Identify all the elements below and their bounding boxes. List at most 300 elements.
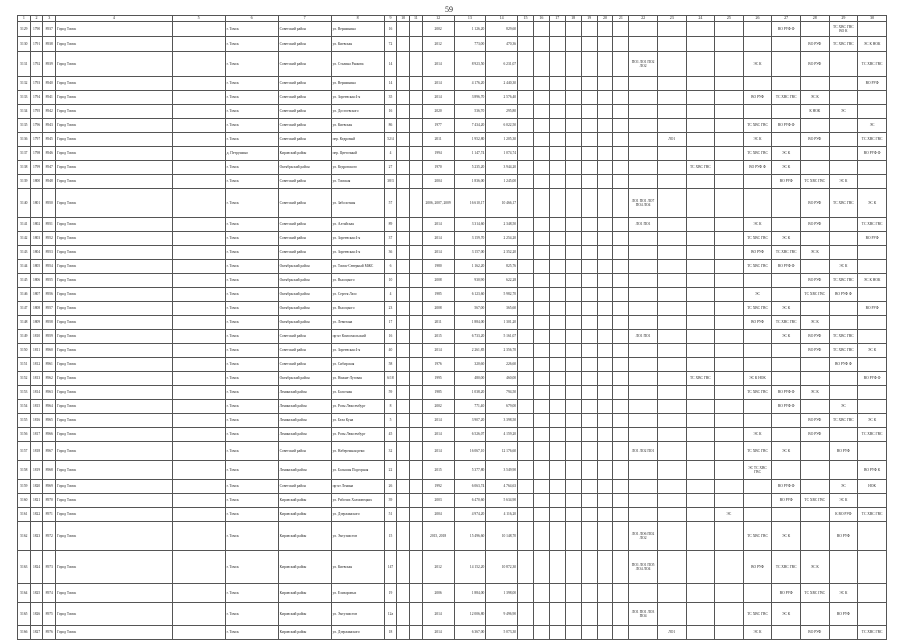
district-name: Советский район (278, 37, 331, 52)
works-code-cell (657, 37, 686, 52)
city-name: г. Томск (225, 189, 278, 218)
works-code-cell (657, 400, 686, 414)
record-number: 5131 (18, 52, 31, 77)
empty-cell (397, 161, 410, 175)
district-name: Советский район (278, 22, 331, 37)
municipality: Город Томск (56, 414, 173, 428)
works-code-cell (743, 508, 772, 522)
empty-cell (549, 400, 565, 414)
works-code-cell: ВО РУФ Ф (858, 372, 887, 386)
empty-cell (410, 119, 423, 133)
living-area: 5 634,90 (486, 494, 518, 508)
empty-cell (518, 551, 534, 584)
table-row (18, 288, 887, 302)
empty-cell (565, 372, 581, 386)
empty-cell (397, 428, 410, 442)
empty-cell (549, 52, 565, 77)
empty-cell (518, 626, 534, 640)
empty-cell (613, 218, 629, 232)
street-name: пер. Кедровый (331, 133, 384, 147)
empty-cell (565, 414, 581, 428)
build-year: 1992 (422, 480, 454, 494)
district-name: Ленинский район (278, 428, 331, 442)
record-id: 1820 (30, 480, 43, 494)
works-code-cell (629, 288, 658, 302)
table-row (18, 52, 887, 77)
empty-cell (397, 584, 410, 603)
empty-cell (533, 218, 549, 232)
works-code-cell: ВО РУФ Ф (829, 358, 858, 372)
works-code-cell (858, 105, 887, 119)
works-code-cell (829, 161, 858, 175)
empty-cell (533, 274, 549, 288)
record-code: 8948 (43, 175, 56, 189)
house-number: 27 (384, 161, 397, 175)
empty-cell (613, 400, 629, 414)
empty-cell (172, 603, 225, 626)
works-code-cell: ТС ХВС ГВС (800, 494, 829, 508)
empty-cell (549, 508, 565, 522)
works-code-cell: ЭС К (800, 91, 829, 105)
works-code-cell (686, 330, 715, 344)
works-code-cell (657, 330, 686, 344)
empty-cell (613, 386, 629, 400)
municipality: Город Томск (56, 133, 173, 147)
record-number: 5139 (18, 175, 31, 189)
record-code: 8963 (43, 386, 56, 400)
record-code: 8964 (43, 400, 56, 414)
build-year: 2014 (422, 77, 454, 91)
total-area: 3 159,70 (454, 232, 486, 246)
street-name: ул. Алтайская (331, 218, 384, 232)
municipality: Город Томск (56, 22, 173, 37)
record-code: 8957 (43, 302, 56, 316)
empty-cell (172, 584, 225, 603)
house-number: 35 (384, 91, 397, 105)
works-code-cell: ТС ХВС ГВС (686, 372, 715, 386)
empty-cell (410, 316, 423, 330)
empty-cell (581, 302, 597, 316)
table-row (18, 461, 887, 480)
empty-cell (565, 316, 581, 330)
city-name: г. Томск (225, 302, 278, 316)
municipality: Город Томск (56, 274, 173, 288)
works-code-cell (657, 344, 686, 358)
city-name: г. Томск (225, 246, 278, 260)
works-code-cell (858, 522, 887, 551)
house-number: 8 (384, 400, 397, 414)
empty-cell (581, 584, 597, 603)
table-row (18, 372, 887, 386)
works-code-cell (858, 316, 887, 330)
empty-cell (581, 480, 597, 494)
total-area: 1 147,74 (454, 147, 486, 161)
total-area: 3 157,00 (454, 246, 486, 260)
living-area: 295,80 (486, 105, 518, 119)
works-code-cell (657, 480, 686, 494)
build-year: 2014 (422, 603, 454, 626)
record-id: 1817 (30, 428, 43, 442)
street-name: пр-кт Ленина (331, 480, 384, 494)
empty-cell (533, 316, 549, 330)
empty-cell (533, 260, 549, 274)
empty-cell (397, 105, 410, 119)
total-area: 7 434,20 (454, 119, 486, 133)
works-code-cell (629, 119, 658, 133)
works-code-cell: ТС ХВС ГВС ВО К (829, 22, 858, 37)
empty-cell (397, 522, 410, 551)
record-code: 8951 (43, 218, 56, 232)
works-code-cell: ЭС К (772, 603, 801, 626)
empty-cell (533, 37, 549, 52)
works-code-cell (686, 52, 715, 77)
empty-cell (613, 260, 629, 274)
works-code-cell (772, 428, 801, 442)
living-area: 1 301,20 (486, 316, 518, 330)
empty-cell (597, 232, 613, 246)
municipality: Город Томск (56, 494, 173, 508)
works-code-cell (772, 52, 801, 77)
total-area: 773,00 (454, 37, 486, 52)
works-code-cell (829, 626, 858, 640)
municipality: Город Томск (56, 358, 173, 372)
works-code-cell (829, 119, 858, 133)
city-name: г. Томск (225, 77, 278, 91)
works-code-cell: ВО РУФ Ф (772, 119, 801, 133)
works-code-cell: ТС ХВС ГВС (772, 91, 801, 105)
works-code-cell: ЭС К (858, 344, 887, 358)
city-name: г. Томск (225, 603, 278, 626)
empty-cell (613, 358, 629, 372)
works-code-cell (629, 400, 658, 414)
works-code-cell (829, 428, 858, 442)
works-code-cell: ТС ХВС ГВС (829, 37, 858, 52)
build-year: 2014 (422, 428, 454, 442)
works-code-cell (772, 218, 801, 232)
empty-cell (533, 91, 549, 105)
empty-cell (410, 522, 423, 551)
district-name: Октябрьский район (278, 161, 331, 175)
works-code-cell: ТС ХВС ГВС (858, 626, 887, 640)
empty-cell (597, 218, 613, 232)
municipality: Город Томск (56, 77, 173, 91)
empty-cell (613, 442, 629, 461)
works-code-cell: ЛО1 ЛО6 ПО2 ЛО2 (629, 522, 658, 551)
empty-cell (518, 133, 534, 147)
empty-cell (518, 414, 534, 428)
works-code-cell: ЭС К (800, 551, 829, 584)
record-id: 1819 (30, 461, 43, 480)
empty-cell (549, 386, 565, 400)
house-number: 17 (384, 316, 397, 330)
empty-cell (397, 175, 410, 189)
empty-cell (172, 330, 225, 344)
works-code-cell (800, 260, 829, 274)
municipality: Город Томск (56, 551, 173, 584)
empty-cell (581, 133, 597, 147)
works-code-cell: ЛО1 (657, 626, 686, 640)
empty-cell (397, 400, 410, 414)
record-id: 1790 (30, 22, 43, 37)
empty-cell (581, 494, 597, 508)
record-code: 8956 (43, 288, 56, 302)
empty-cell (565, 461, 581, 480)
works-code-cell (686, 133, 715, 147)
works-code-cell (629, 260, 658, 274)
record-code: 8952 (43, 232, 56, 246)
empty-cell (172, 161, 225, 175)
record-code: 8968 (43, 461, 56, 480)
empty-cell (172, 414, 225, 428)
works-code-cell: ВО РУФ Ф (772, 386, 801, 400)
empty-cell (613, 91, 629, 105)
city-name: г. Томск (225, 22, 278, 37)
works-code-cell: ТС ХВС ГВС (772, 316, 801, 330)
empty-cell (613, 551, 629, 584)
record-number: 5151 (18, 358, 31, 372)
works-code-cell (743, 344, 772, 358)
empty-cell (597, 344, 613, 358)
total-area: 536,70 (454, 105, 486, 119)
record-id: 1825 (30, 584, 43, 603)
municipality: Город Томск (56, 119, 173, 133)
empty-cell (172, 52, 225, 77)
build-year: 2014 (422, 626, 454, 640)
municipality: Город Томск (56, 344, 173, 358)
works-code-cell (629, 358, 658, 372)
record-number: 5133 (18, 91, 31, 105)
record-code: 8953 (43, 246, 56, 260)
works-code-cell (715, 22, 744, 37)
works-code-cell: ТС ХВС ГВС (743, 119, 772, 133)
record-id: 1795 (30, 105, 43, 119)
works-code-cell: ВО РУФ Ф (772, 400, 801, 414)
works-code-cell (829, 551, 858, 584)
works-code-cell (772, 189, 801, 218)
empty-cell (533, 400, 549, 414)
municipality: Город Томск (56, 91, 173, 105)
empty-cell (565, 302, 581, 316)
works-code-cell (657, 442, 686, 461)
record-number: 5149 (18, 330, 31, 344)
empty-cell (397, 603, 410, 626)
works-code-cell (743, 37, 772, 52)
record-number: 5130 (18, 37, 31, 52)
works-code-cell (829, 52, 858, 77)
build-year: 2014 (422, 442, 454, 461)
empty-cell (397, 147, 410, 161)
empty-cell (397, 386, 410, 400)
street-name: ул. Киевская (331, 119, 384, 133)
works-code-cell (657, 161, 686, 175)
table-row (18, 330, 887, 344)
living-area: 9 496,90 (486, 603, 518, 626)
works-code-cell: ЛО1 (657, 133, 686, 147)
record-id: 1801 (30, 189, 43, 218)
column-number: 29 (829, 16, 858, 22)
record-code: 8941 (43, 91, 56, 105)
empty-cell (565, 522, 581, 551)
empty-cell (172, 428, 225, 442)
record-number: 5154 (18, 400, 31, 414)
empty-cell (172, 400, 225, 414)
table-row (18, 494, 887, 508)
table-row (18, 480, 887, 494)
works-code-cell: ТС ХВС ГВС (800, 288, 829, 302)
record-number: 5137 (18, 147, 31, 161)
works-code-cell (629, 386, 658, 400)
empty-cell (397, 288, 410, 302)
works-code-cell (657, 147, 686, 161)
municipality: Город Томск (56, 316, 173, 330)
table-row (18, 274, 887, 288)
page-number: 59 (445, 5, 453, 14)
district-name: Советский район (278, 232, 331, 246)
empty-cell (613, 584, 629, 603)
district-name: Октябрьский район (278, 316, 331, 330)
street-name: ул. Сергея Лазо (331, 288, 384, 302)
record-code: 8940 (43, 77, 56, 91)
works-code-cell (686, 494, 715, 508)
works-code-cell (715, 133, 744, 147)
works-code-cell: ВО РУФ (858, 77, 887, 91)
empty-cell (549, 91, 565, 105)
empty-cell (410, 52, 423, 77)
works-code-cell (829, 302, 858, 316)
works-code-cell (715, 218, 744, 232)
works-code-cell (629, 626, 658, 640)
empty-cell (597, 508, 613, 522)
record-code: 8960 (43, 344, 56, 358)
works-code-cell: ВО РУФ (743, 551, 772, 584)
record-code: 8938 (43, 37, 56, 52)
street-name: ул. Сибирская (331, 358, 384, 372)
empty-cell (597, 288, 613, 302)
house-number: 6 (384, 260, 397, 274)
works-code-cell (686, 414, 715, 428)
works-code-cell (858, 584, 887, 603)
works-code-cell: ВО РУФ (800, 218, 829, 232)
empty-cell (597, 330, 613, 344)
empty-cell (410, 232, 423, 246)
works-code-cell (629, 91, 658, 105)
living-area: 794,50 (486, 386, 518, 400)
works-code-cell (686, 175, 715, 189)
works-code-cell (686, 480, 715, 494)
table-row (18, 260, 887, 274)
empty-cell (549, 428, 565, 442)
empty-cell (533, 372, 549, 386)
works-code-cell: ВО РУФ (743, 246, 772, 260)
empty-cell (533, 133, 549, 147)
empty-cell (565, 442, 581, 461)
works-code-cell (772, 626, 801, 640)
record-number: 5150 (18, 344, 31, 358)
house-number: 16 (384, 22, 397, 37)
empty-cell (533, 480, 549, 494)
empty-cell (549, 372, 565, 386)
empty-cell (410, 442, 423, 461)
empty-cell (533, 175, 549, 189)
works-code-cell: ЭС К (772, 302, 801, 316)
works-code-cell (772, 105, 801, 119)
record-id: 1821 (30, 494, 43, 508)
total-area: 1 836,00 (454, 175, 486, 189)
empty-cell (549, 316, 565, 330)
empty-cell (565, 551, 581, 584)
living-area: 226,60 (486, 358, 518, 372)
living-area: 1 205,30 (486, 133, 518, 147)
empty-cell (565, 37, 581, 52)
works-code-cell (829, 232, 858, 246)
record-id: 1824 (30, 551, 43, 584)
works-code-cell (715, 274, 744, 288)
municipality: Город Томск (56, 386, 173, 400)
municipality: Город Томск (56, 480, 173, 494)
build-year: 2004 (422, 508, 454, 522)
works-code-cell (657, 428, 686, 442)
housing-register-table (17, 15, 887, 640)
house-number: 89 (384, 218, 397, 232)
works-code-cell (743, 480, 772, 494)
column-number: 13 (454, 16, 486, 22)
table-row (18, 218, 887, 232)
empty-cell (397, 344, 410, 358)
empty-cell (518, 161, 534, 175)
empty-cell (172, 22, 225, 37)
empty-cell (518, 461, 534, 480)
record-number: 5141 (18, 218, 31, 232)
empty-cell (172, 480, 225, 494)
record-code: 8973 (43, 551, 56, 584)
empty-cell (549, 232, 565, 246)
empty-cell (581, 428, 597, 442)
record-code: 8946 (43, 147, 56, 161)
empty-cell (549, 480, 565, 494)
empty-cell (172, 246, 225, 260)
empty-cell (410, 147, 423, 161)
column-number: 15 (518, 16, 534, 22)
empty-cell (533, 119, 549, 133)
works-code-cell (686, 105, 715, 119)
city-name: г. Томск (225, 461, 278, 480)
works-code-cell (657, 302, 686, 316)
record-id: 1812 (30, 358, 43, 372)
empty-cell (565, 260, 581, 274)
empty-cell (613, 494, 629, 508)
works-code-cell (743, 414, 772, 428)
works-code-cell: ЭС (858, 119, 887, 133)
empty-cell (410, 274, 423, 288)
works-code-cell (657, 508, 686, 522)
column-number: 27 (772, 16, 801, 22)
total-area: 1 952,80 (454, 133, 486, 147)
build-year: 2002 (422, 22, 454, 37)
empty-cell (581, 274, 597, 288)
works-code-cell: ВО РУФ (858, 232, 887, 246)
empty-cell (613, 603, 629, 626)
record-number: 5158 (18, 461, 31, 480)
empty-cell (172, 344, 225, 358)
district-name: Кировский район (278, 603, 331, 626)
record-number: 5145 (18, 274, 31, 288)
empty-cell (172, 551, 225, 584)
municipality: Город Томск (56, 302, 173, 316)
empty-cell (410, 37, 423, 52)
column-number: 24 (686, 16, 715, 22)
column-number: 7 (278, 16, 331, 22)
works-code-cell: ЭС К (743, 428, 772, 442)
